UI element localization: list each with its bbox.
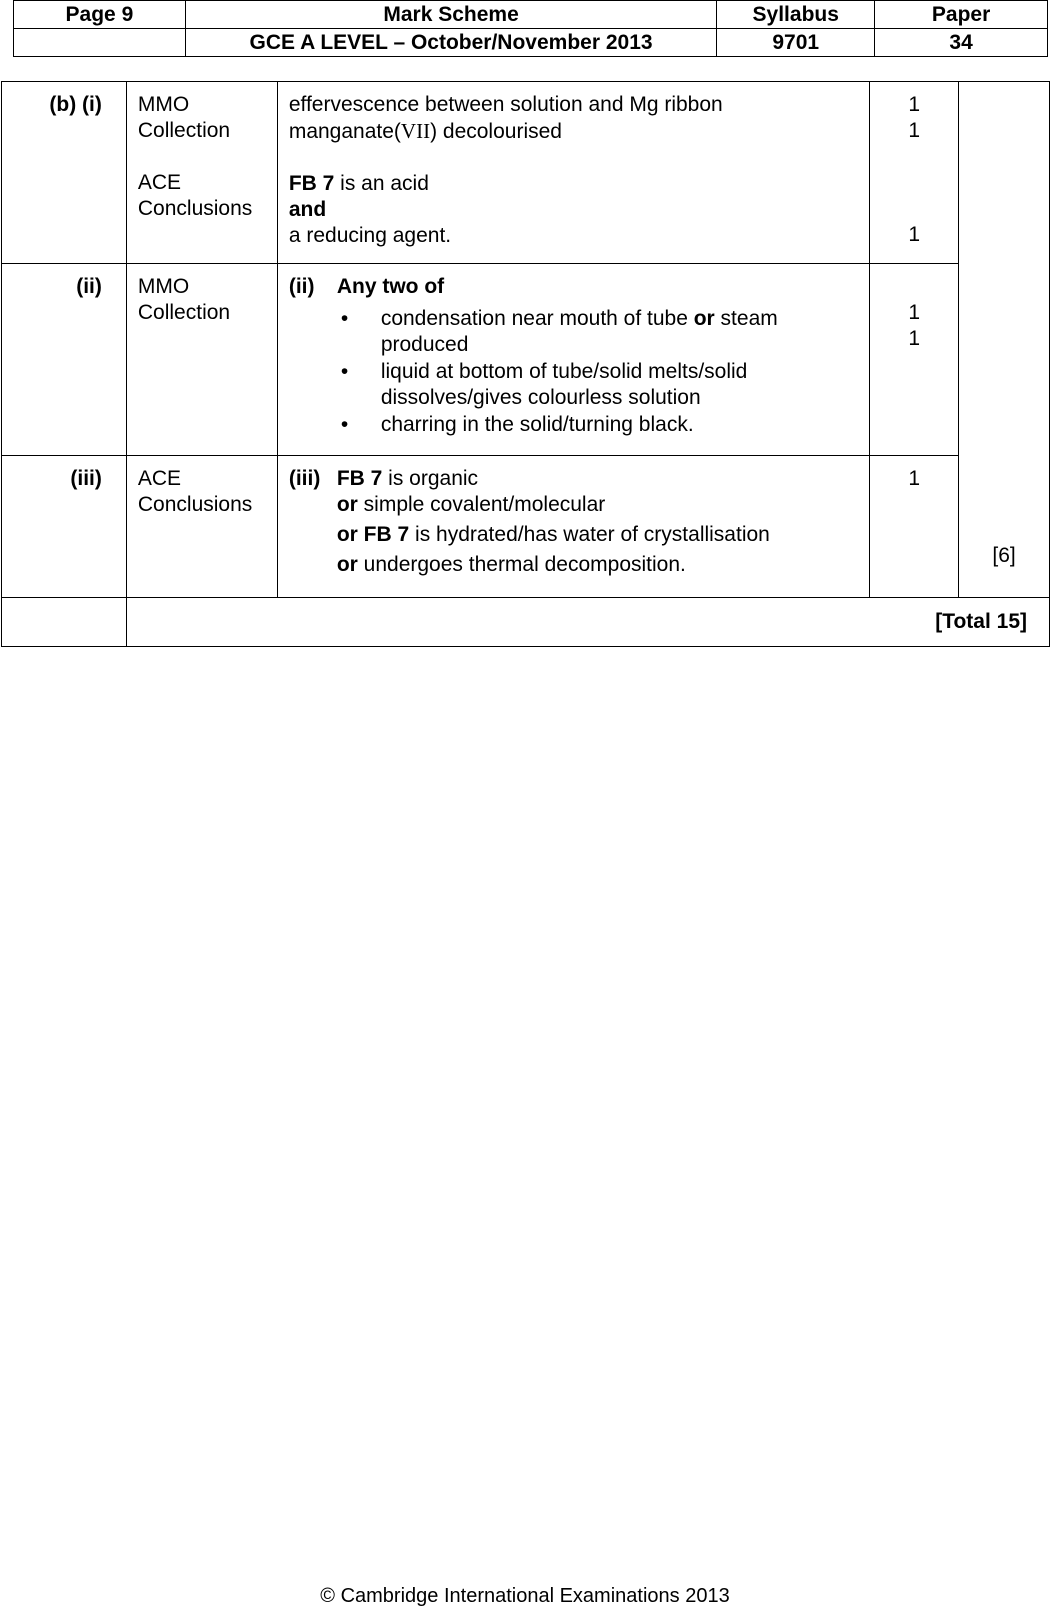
answer-heading: (ii) Any two of: [288, 275, 445, 298]
section-total-cell: [6]: [959, 82, 1050, 598]
answer-line: effervescence between solution and Mg ribbon: [288, 93, 723, 116]
answer-line: FB 7 is an acid: [288, 172, 429, 195]
mark-value: 1: [908, 327, 920, 350]
part-label: (b) (i): [2, 82, 127, 264]
answer-cell: [277, 82, 869, 264]
answer-cell: [277, 456, 869, 598]
part-label: (iii): [2, 456, 127, 598]
answer-line: and: [288, 198, 327, 221]
mark-scheme-table: [1, 81, 1050, 647]
skill-label: ACE: [137, 171, 182, 194]
bullet-item: • condensation near mouth of tube or steam produced: [340, 307, 778, 356]
paper-label: Paper: [875, 1, 1048, 29]
answer-alternatives: [289, 492, 861, 578]
answer-line: or undergoes thermal decomposition.: [336, 553, 686, 576]
grand-total: [Total 15]: [126, 598, 1049, 647]
mark-value: 1: [908, 301, 920, 324]
answer-line: or FB 7 is hydrated/has water of crystallisation: [336, 523, 770, 546]
page-label: Page 9: [14, 1, 186, 29]
skill-cell: [126, 82, 277, 264]
header-row-1: [14, 1, 1048, 29]
syllabus-label: Syllabus: [717, 1, 875, 29]
mark-cell: [870, 82, 959, 264]
part-label: (ii): [2, 264, 127, 456]
bullet-icon: •: [340, 360, 349, 383]
skill-label: Collection: [137, 301, 231, 324]
row-total: [2, 598, 1050, 647]
bullet-item: • liquid at bottom of tube/solid melts/solid dissolves/gives colourless solution: [340, 360, 748, 409]
roman-numeral: VII: [400, 119, 431, 143]
header-table: [13, 0, 1048, 57]
answer-line: or simple covalent/molecular: [336, 493, 606, 516]
exam-name: GCE A LEVEL – October/November 2013: [185, 29, 716, 57]
answer-line: manganate(VII) decolourised: [288, 119, 562, 143]
skill-label: Conclusions: [137, 197, 253, 220]
mark-value: 1: [908, 223, 920, 246]
mark-value: 1: [908, 119, 920, 142]
mark-cell: [870, 264, 959, 456]
answer-line: (iii) FB 7 is organic: [288, 467, 479, 490]
syllabus-code: 9701: [717, 29, 875, 57]
mark-value: 1: [908, 467, 920, 490]
skill-cell: [126, 264, 277, 456]
row-b-ii: [2, 264, 1050, 456]
skill-label: Conclusions: [137, 493, 253, 516]
header-blank-cell: [14, 29, 186, 57]
skill-label: MMO: [137, 275, 190, 298]
document-title: Mark Scheme: [185, 1, 716, 29]
bullet-icon: •: [340, 307, 349, 330]
bullet-list: [337, 306, 861, 438]
skill-label: MMO: [137, 93, 190, 116]
mark-value: 1: [908, 93, 920, 116]
row-b-iii: [2, 456, 1050, 598]
skill-label: Collection: [137, 119, 231, 142]
answer-cell: [277, 264, 869, 456]
row-b-i: [2, 82, 1050, 264]
bullet-item: • charring in the solid/turning black.: [340, 413, 694, 436]
answer-line: a reducing agent.: [288, 224, 452, 247]
header-row-2: [14, 29, 1048, 57]
paper-code: 34: [875, 29, 1048, 57]
skill-cell: [126, 456, 277, 598]
mark-cell: [870, 456, 959, 598]
copyright-footer: © Cambridge International Examinations 2013: [320, 1585, 730, 1607]
bullet-icon: •: [340, 413, 349, 436]
total-blank-cell: [2, 598, 127, 647]
skill-label: ACE: [137, 467, 182, 490]
